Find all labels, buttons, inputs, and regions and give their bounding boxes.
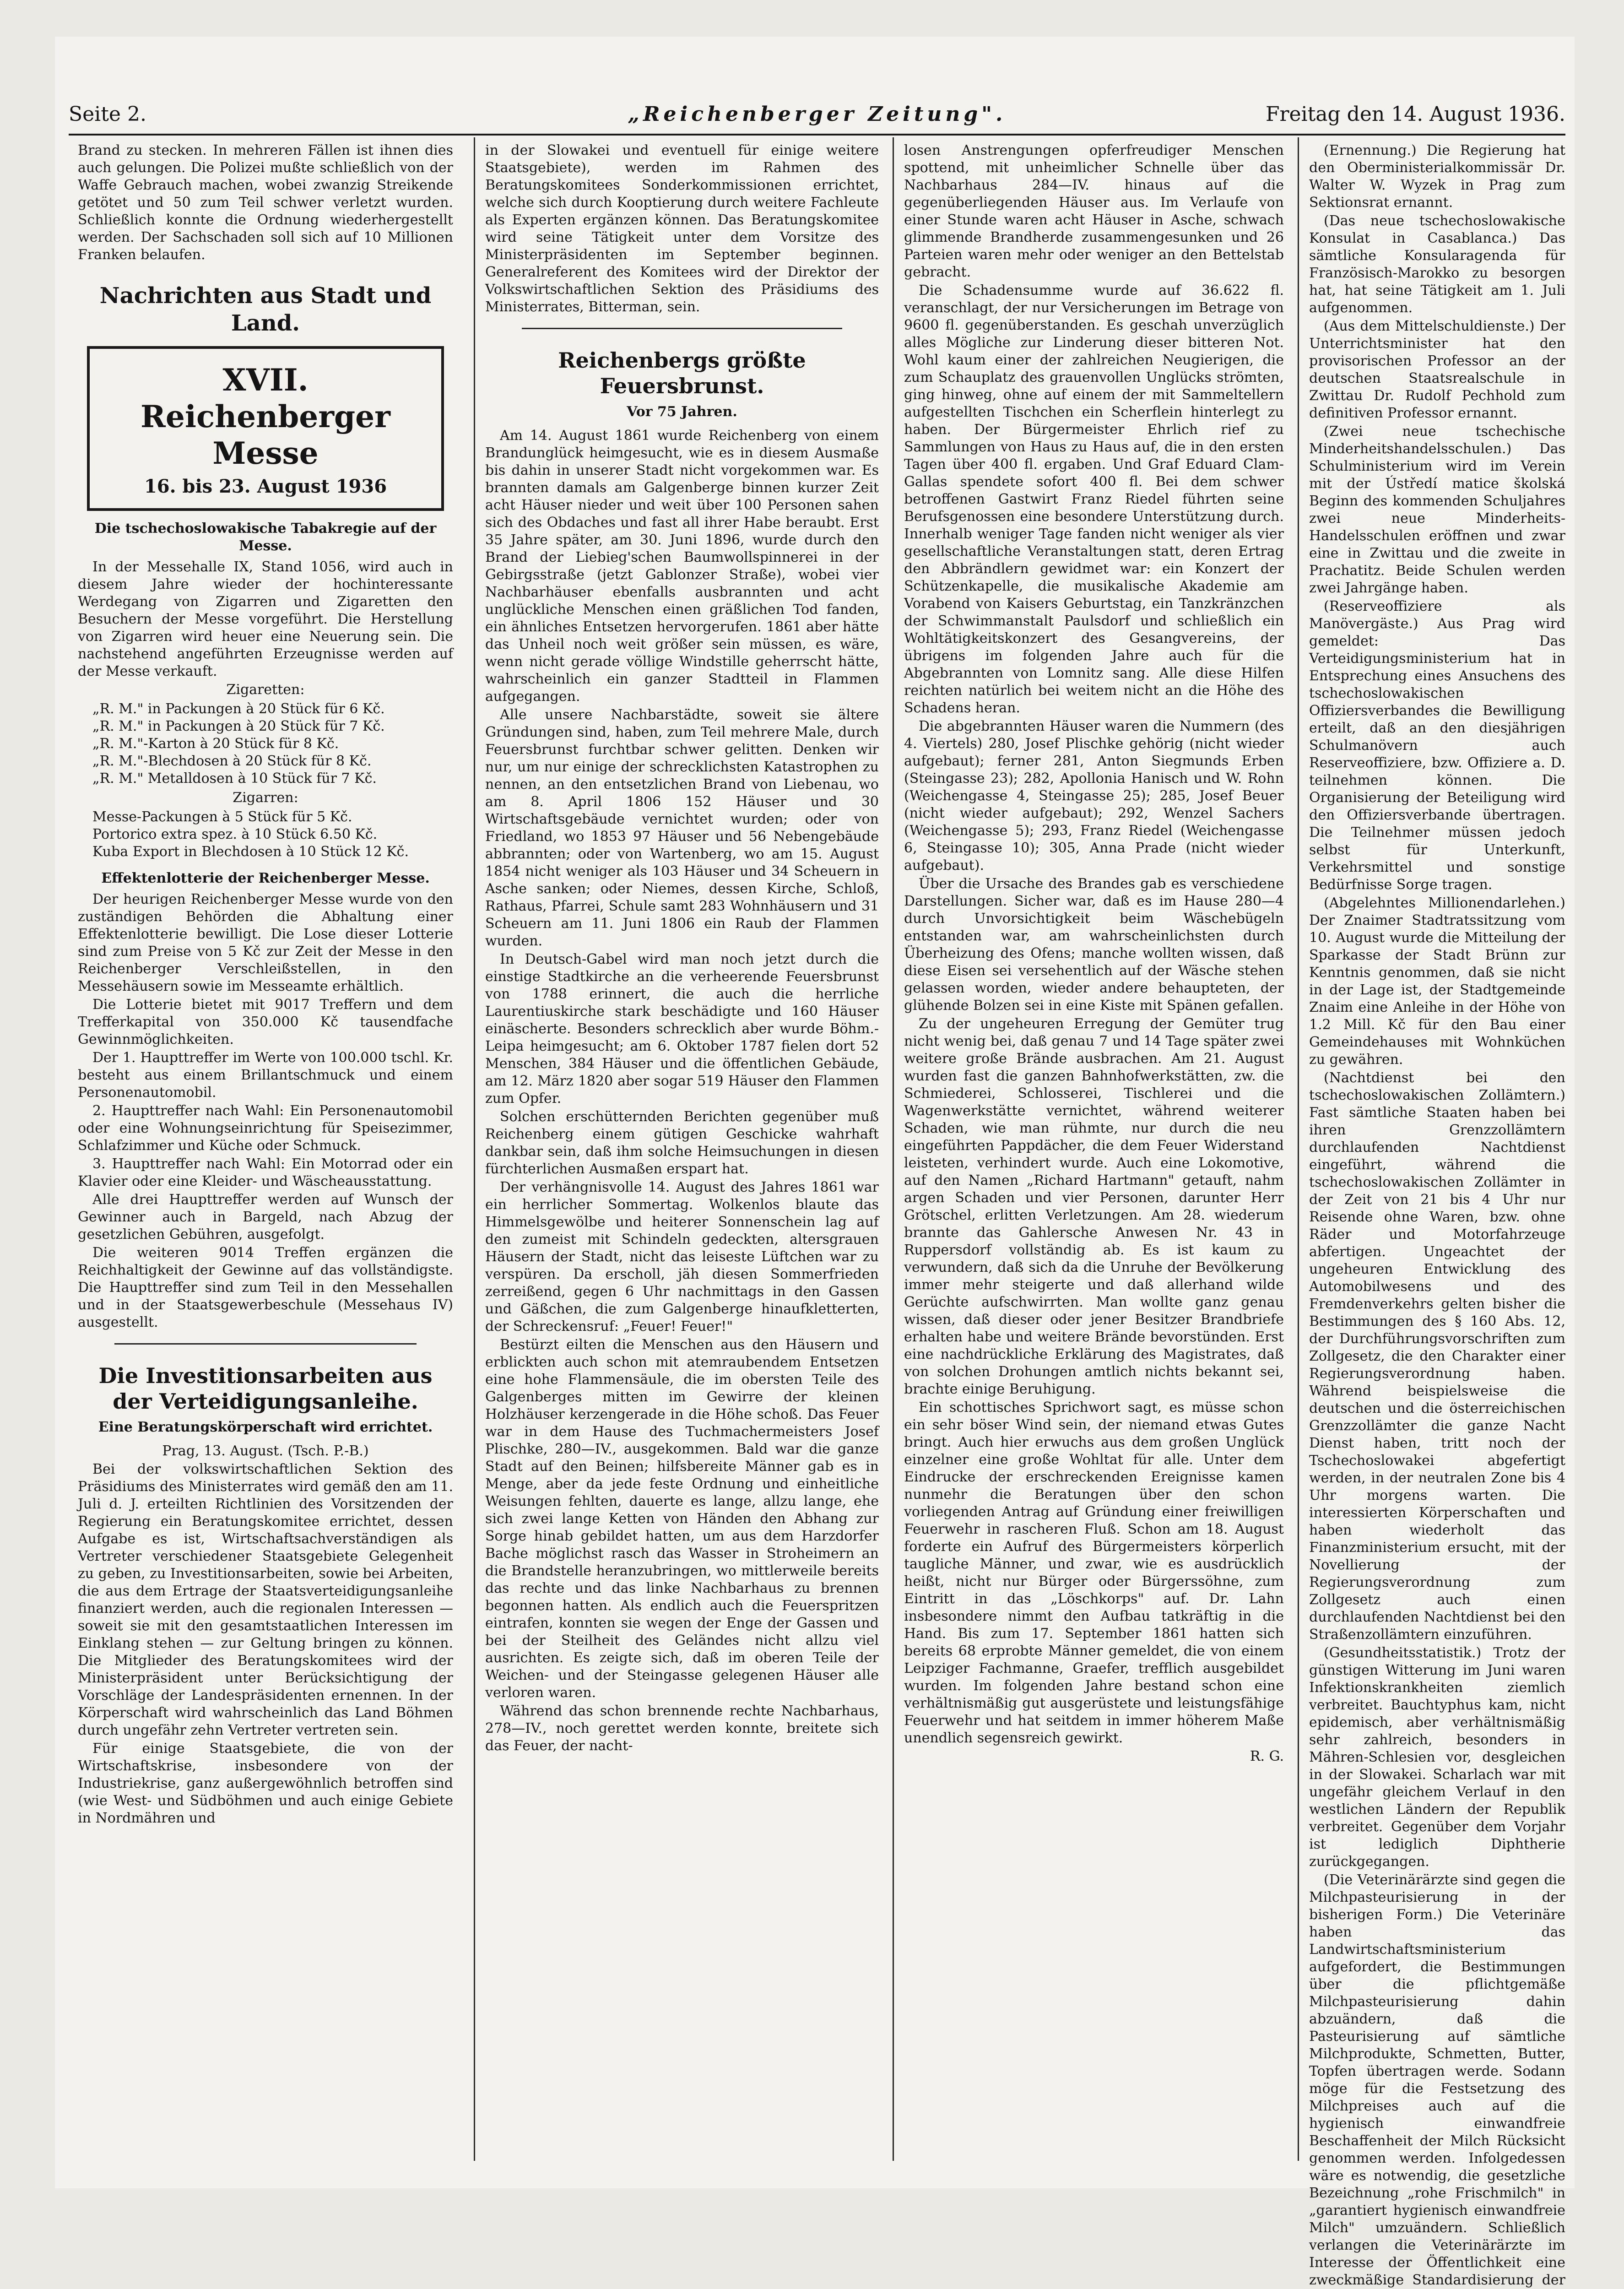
- news-item: (Nachtdienst bei den tschechoslowakischen Zollämtern.) Fast sämtliche Staaten haben bei ihren Grenzzollämtern durchlaufenden Nachtdienst eingeführt, während die tschechoslowakischen Zollämter in der Zeit von 21 bis 4 Uhr nur Reisende ohne Waren, bzw. ohne Räder und Motorfahrzeuge abfertigen. Ungeachtet der ungeheuren Entwicklung des Automobilwesens und des Fremdenverkehrs gelten bisher die Bestimmungen des § 160 Abs. 12, der Durchführungsvorschriften zum Zollgesetz, die den Charakter einer Regierungsverordnung haben. Während beispielsweise die deutschen und die österreichischen Grenzzollämter die ganze Nacht Dienst haben, tritt noch der Tschechoslowakei abgefertigt werden, in der neutralen Zone bis 4 Uhr morgens warten. Die interessierten Körperschaften und haben wiederholt das Finanzministerium ersucht, mit der Novellierung der Regierungsverordnung zum Zollgesetz auch einen durchlaufenden Nachtdienst bei den Straßenzollämtern einzuführen.: [1309, 1070, 1565, 1643]
- column-1: [78, 142, 453, 2156]
- news-item: (Das neue tschechoslowakische Konsulat in Casablanca.) Das sämtliche Konsularagenda für Französisch-Marokko zu besorgen hat, hat seine Tätigkeit am 1. Juli aufgenommen.: [1309, 213, 1565, 316]
- article-paragraph: Ein schottisches Sprichwort sagt, es müsse schon ein sehr böser Wind sein, der niemand etwas Gutes bringt. Auch hier erwuchs aus dem großen Unglück einzelner eine große Wohltat für alle. Unter dem Eindrucke der erschreckenden Ereignisse kamen nunmehr die Beratungen über den schon vorliegenden Antrag auf Gründung einer freiwilligen Feuerwehr in rascheren Fluß. Schon am 18. August forderte ein Aufruf des Bürgermeisters körperlich taugliche Männer, und zwar, wie es ausdrücklich heißt, nicht nur Bürger oder Bürgerssöhne, zum Eintritt in das „Löschkorps" auf. Dr. Lahn insbesondere nimmt den Aufbau tatkräftig in die Hand. Bis zum 17. September 1861 hatten sich bereits 68 erprobte Männer gemeldet, die von einem Leipziger Fachmanne, Graefer, trefflich ausgebildet wurden. Im folgenden Jahre bestand schon eine verhältnismäßig gut ausgerüstete und leistungsfähige Feuerwehr und hat seitdem in immer höherem Maße unendlich segensreich gewirkt.: [904, 1399, 1284, 1746]
- messe-banner: [87, 346, 444, 511]
- banner-dates: 16. bis 23. August 1936: [144, 476, 387, 497]
- article-paragraph: losen Anstrengungen opferfreudiger Menschen spottend, mit unheimlicher Schnelle über das Nachbarhaus 284—IV. hinaus auf die gegenüberliegenden Häuser aus. Im Verlaufe von einer Stunde waren acht Häuser in Asche, schwach glimmende Brandherde zusammengesunken und 26 Parteien waren mehr oder weniger an den Bettelstab gebracht.: [904, 142, 1284, 280]
- section-title: Nachrichten aus Stadt und Land.: [99, 283, 432, 336]
- article-rule: [114, 1343, 417, 1345]
- article-paragraph: Solchen erschütternden Berichten gegenüber muß Reichenberg einem gütigen Geschicke wahrhaft dankbar sein, daß ihm solche Heimsuchungen in diesen fürchterlichen Ausmaßen erspart hat.: [485, 1109, 879, 1177]
- article-paragraph: In der Messehalle IX, Stand 1056, wird auch in diesem Jahre wieder der hochinteressante Werdegang von Zigarren und Zigaretten den Besuchern der Messe vorgeführt. Die Herstellung von Zigarren wird heuer eine Neuerung sein. Die nachstehend angeführten Erzeugnisse werden auf der Messe verkauft.: [78, 559, 453, 679]
- article-paragraph: Der verhängnisvolle 14. August des Jahres 1861 war ein herrlicher Sommertag. Wolkenlos blaute das Himmelsgewölbe und heiterer Sonnenschein lag auf den zumeist mit Schindeln gedeckten, altersgrauen Häusern der Stadt, nicht das leiseste Lüftchen war zu verspüren. Da erscholl, jäh diesen Sommerfrieden zerreißend, gegen 6 Uhr nachmittags in den Gassen und Gäßchen, die zum Galgenberge hinaufkletterten, der Schreckensruf: „Feuer! Feuer!": [485, 1179, 879, 1334]
- news-item: (Ernennung.) Die Regierung hat den Oberministerialkommissär Dr. Walter W. Wyzek in Prag zum Sektionsrat ernannt.: [1309, 142, 1565, 211]
- list-item: Kuba Export in Blechdosen à 10 Stück 12 Kč.: [92, 844, 409, 860]
- list-item: „R. M." in Packungen à 20 Stück für 7 Kč.: [92, 718, 385, 734]
- article-paragraph: Alle drei Haupttreffer werden auf Wunsch der Gewinner auch in Bargeld, nach Abzug der gesetzlichen Gebühren, ausgefolgt.: [78, 1192, 453, 1242]
- column-4: [1309, 142, 1565, 2288]
- page-header: [69, 98, 1565, 130]
- list-item: „R. M." in Packungen à 20 Stück für 6 Kč.: [92, 701, 385, 717]
- cigarette-list: [78, 700, 453, 787]
- news-item: (Abgelehntes Millionendarlehen.) Der Znaimer Stadtratssitzung vom 10. August wurde die Mitteilung der Sparkasse der Stadt Brünn zur Kenntnis genommen, daß sie nicht in der Lage ist, der Stadtgemeinde Znaim eine Anleihe in der Höhe von 1.2 Mill. Kč für den Bau einer Gemeindehauses mit Wohnküchen zu gewähren.: [1309, 895, 1565, 1068]
- article-paragraph: Über die Ursache des Brandes gab es verschiedene Darstellungen. Sicher war, daß es im Hause 280—4 durch Unvorsichtigkeit beim Wäschebügeln entstanden war, am wahrscheinlichsten durch Überheizung des Ofens; manche wollten wissen, daß diese Eisen sei versehentlich auf der Wäsche stehen gelassen worden, wieder andere behaupteten, der glühende Bolzen sei in eine Kiste mit Spänen gefallen.: [904, 876, 1284, 1014]
- list-item: Portorico extra spez. à 10 Stück 6.50 Kč.: [92, 826, 378, 842]
- news-item: (Zwei neue tschechische Minderheitshandelsschulen.) Das Schulministerium wird im Verein mit der Ústředí matice školská Beginn des kommenden Schuljahres zwei neue Minderheits-Handelsschulen eröffnen und zwar eine in Zwittau und die zweite in Prachatitz. Beide Schulen werden zwei Jahrgänge haben.: [1309, 423, 1565, 596]
- article-subheadline: Vor 75 Jahren.: [627, 404, 737, 420]
- article-headline: Die Investitionsarbeiten aus der Verteidigungsanleihe.: [98, 1363, 433, 1414]
- article-paragraph: Die Lotterie bietet mit 9017 Treffern und dem Trefferkapital von 350.000 Kč tausendfache Gewinnmöglichkeiten.: [78, 997, 453, 1047]
- article-headline: Die tschechoslowakische Tabakregie auf der Messe.: [94, 521, 437, 554]
- banner-title: XVII. Reichenberger Messe: [141, 362, 390, 471]
- cigar-list: [78, 808, 453, 861]
- column-2: [485, 142, 879, 2156]
- newspaper-title: „Reichenberger Zeitung".: [628, 103, 1007, 126]
- article-paragraph: In Deutsch-Gabel wird man noch jetzt durch die einstige Stadtkirche an die verheerende Feuersbrunst von 1788 erinnert, die auch die herrliche Laurentiuskirche stark beschädigte und 160 Häuser einäscherte. Besonders schrecklich aber wurde Böhm.-Leipa heimgesucht; am 6. Oktober 1787 fielen dort 52 Menschen, 384 Häuser und die öffentlichen Gebäude, am 12. März 1820 aber sogar 519 Häuser den Flammen zum Opfer.: [485, 951, 879, 1107]
- news-item: (Gesundheitsstatistik.) Trotz der günstigen Witterung im Juni waren Infektionskrankheiten ziemlich verbreitet. Bauchtyphus kam, nicht epidemisch, aber verhältnismäßig sehr zahlreich, besonders in Mähren-Schlesien vor, desgleichen in der Slowakei. Scharlach war mit ungefähr gleichem Verlauf in den westlichen Ländern der Republik verbreitet. Gegenüber dem Vorjahr ist lediglich Diphtherie zurückgegangen.: [1309, 1645, 1565, 1870]
- author-signature: R. G.: [1250, 1748, 1284, 1764]
- article-paragraph: Der heurigen Reichenberger Messe wurde von den zuständigen Behörden die Abhaltung einer Effektenlotterie bewilligt. Die Lose dieser Lotterie sind zum Preise von 5 Kč zur Zeit der Messe in den Reichenberger Verschleißstellen, in den Messehäusern sowie im Messeamte erhältlich.: [78, 891, 453, 994]
- list-heading: Zigaretten:: [226, 682, 305, 698]
- news-item: (Reserveoffiziere als Manövergäste.) Aus Prag wird gemeldet: Das Verteidigungsministerium hat in Entsprechung eines Ansuchens des tschechoslowakischen Offiziersverbandes die Bewilligung erteilt, daß an den diesjährigen Schulmanövern auch Reserveoffiziere, bzw. Offiziere a. D. teilnehmen können. Die Organisierung der Beteiligung wird den Offiziersverbande übertragen. Die Teilnehmer müssen jedoch selbst für Unterkunft, Verkehrsmittel und sonstige Bedürfnisse Sorge tragen.: [1309, 598, 1565, 893]
- list-heading: Zigarren:: [233, 790, 298, 806]
- article-paragraph: Am 14. August 1861 wurde Reichenberg von einem Brandunglück heimgesucht, wie es in diesem Ausmaße bis dahin in unserer Stadt nicht vorgekommen war. Es brannten damals am Galgenberge binnen kurzer Zeit acht Häuser nieder und weit über 100 Personen sahen sich des Obdaches und fast all ihrer Habe beraubt. Erst 35 Jahre später, am 30. Juni 1896, wurde durch den Brand der Liebieg'schen Baumwollspinnerei in der Gebirgsstraße (jetzt Gablonzer Straße), wobei vier Nachbarhäuser ebenfalls ausbrannten und acht unglückliche Menschen einen gräßlichen Tod fanden, ein ähnliches Entsetzen hervorgerufen. 1861 aber hätte das Unheil noch weit größer sein müssen, es wäre, wenn nicht gerade völlige Windstille geherrscht hätte, wahrscheinlich ein ganzer Stadtteil in Flammen aufgegangen.: [485, 428, 879, 705]
- list-item: Messe-Packungen à 5 Stück für 5 Kč.: [92, 809, 352, 825]
- header-rule: [69, 134, 1565, 136]
- column-divider: [893, 137, 894, 2161]
- article-paragraph: Alle unsere Nachbarstädte, soweit sie ältere Gründungen sind, haben, zum Teil mehrere Male, durch Feuersbrunst furchtbar schwer gelitten. Denken wir nur, um nur einige der schrecklichsten Katastrophen zu nennen, an den entsetzlichen Brand von Liebenau, wo am 8. April 1806 152 Häuser und 30 Wirtschaftsgebäude vernichtet wurden; oder von Friedland, wo 1853 97 Häuser und 56 Nebengebäude abbrannten; oder von Wartenberg, wo am 15. August 1854 nicht weniger als 103 Häuser und 34 Scheuern in Asche sanken; oder Niemes, dessen Kirche, Schloß, Rathaus, Pfarrei, Schule samt 283 Wohnhäusern und 31 Scheuern am 11. Juni 1806 ein Raub der Flammen wurden.: [485, 707, 879, 949]
- column-3: [904, 142, 1284, 2156]
- article-paragraph: Die weiteren 9014 Treffen ergänzen die Reichhaltigkeit der Gewinne auf das vollständigste. Die Haupttreffer sind zum Teil in den Messehallen und in der Staatsgewerbeschule (Messehaus IV) ausgestellt.: [78, 1245, 453, 1330]
- list-item: „R. M."-Karton à 20 Stück für 8 Kč.: [92, 736, 339, 752]
- article-paragraph: 3. Haupttreffer nach Wahl: Ein Motorrad oder ein Klavier oder eine Kleider- und Wäscheausstattung.: [78, 1156, 453, 1189]
- news-item: (Die Veterinärärzte sind gegen die Milchpasteurisierung in der bisherigen Form.) Die Veterinäre haben das Landwirtschaftsministerium aufgefordert, die Bestimmungen über die pflichtgemäße Milchpasteurisierung dahin abzuändern, daß die Pasteurisierung auf sämtliche Milchprodukte, Schmetten, Butter, Topfen übertragen werde. Sodann möge für die Festsetzung des Milchpreises auch auf die hygienisch einwandfreie Beschaffenheit der Milch Rücksicht genommen werden. Infolgedessen wäre es notwendig, die gesetzliche Bezeichnung „rohe Frischmilch" in „garantiert hygienisch einwandfreie Milch" umzuändern. Schließlich verlangen die Veterinärärzte im Interesse der Öffentlichkeit eine zweckmäßige Standardisierung der: [1309, 1872, 1565, 2288]
- article-rule: [522, 328, 842, 329]
- news-item: (Aus dem Mittelschuldienste.) Der Unterrichtsminister hat den provisorischen Professor an der deutschen Staatsrealschule in Zwittau Dr. Rudolf Pechhold zum definitiven Professor ernannt.: [1309, 318, 1565, 421]
- article-paragraph: Während das schon brennende rechte Nachbarhaus, 278—IV., noch gerettet werden konnte, breitete sich das Feuer, der nacht-: [485, 1703, 879, 1754]
- article-paragraph: Bei der volkswirtschaftlichen Sektion des Präsidiums des Ministerrates wird gemäß den am 11. Juli d. J. erteilten Richtlinien des Vorsitzenden der Regierung ein Beratungskomitee errichtet, dessen Aufgabe es ist, Wirtschaftsachverständigen als Vertreter verschiedener Staatsgebiete Gelegenheit zu geben, zu Investitionsarbeiten, sowie bei Arbeiten, die aus dem Ertrage der Staatsverteidigungsanleihe finanziert werden, auch die regionalen Interessen — soweit sie mit den gesamtstaatlichen Interessen im Einklang stehen — zur Geltung bringen zu können. Die Mitglieder des Beratungskomitees wird der Ministerpräsident unter Berücksichtigung der Vorschläge der Landespräsidenten ernennen. In der Körperschaft wird wahrscheinlich das Land Böhmen durch ungefähr zehn Vertreter vertreten sein.: [78, 1461, 453, 1738]
- column-divider: [474, 137, 475, 2161]
- article-subheadline: Eine Beratungskörperschaft wird errichtet.: [98, 1419, 433, 1435]
- article-paragraph: Zu der ungeheuren Erregung der Gemüter trug nicht wenig bei, daß genau 7 und 14 Tage später zwei weitere große Brände ausbrachen. Am 21. August wurden fast die ganzen Bahnhofwerkstätten, zw. die Schmiederei, Schlosserei, Tischlerei und die Wagenwerkstätte vernichtet, während weiterer Schaden, wie man rühmte, nur durch die neu eingeführten Pappdächer, die dem Feuer Widerstand leisteten, verhindert wurde. Auch eine Lokomotive, auf den Namen „Richard Hartmann" getauft, nahm argen Schaden und vier Personen, darunter Herr Grötschel, erlitten Verletzungen. Am 28. wiederum brannte das Gahlersche Anwesen Nr. 43 in Ruppersdorf vollständig ab. Es ist kaum zu verwundern, daß sich da die Unruhe der Bevölkerung immer mehr steigerte und daß allerhand wilde Gerüchte aufschwirrten. Man wollte ganz genau wissen, daß dieser oder jener Besitzer Brandbriefe erhalten habe und weitere Brände bevorstünden. Erst eine nachdrückliche Erklärung des Magistrates, daß von solchen Drohungen amtlich nichts bekannt sei, brachte einige Beruhigung.: [904, 1016, 1284, 1397]
- article-headline: Reichenbergs größte Feuersbrunst.: [558, 348, 806, 398]
- page-number: Seite 2.: [69, 103, 146, 126]
- article-paragraph: Die Schadensumme wurde auf 36.622 fl. veranschlagt, der nur Versicherungen im Betrage von 9600 fl. gegenüberstanden. Es geschah unverzüglich alles Mögliche zur Linderung dieser bitteren Not. Wohl kaum einer der zahlreichen Neugierigen, die zum Schauplatz des grauenvollen Unglücks strömten, ging hinweg, ohne auf einem der mit Sammeltellern aufgestellten Tischchen ein Scherflein hinterlegt zu haben. Der Bürgermeister Ehrlich rief zu Sammlungen von Haus zu Haus auf, die in den ersten Tagen über 400 fl. ergaben. Und Graf Eduard Clam-Gallas spendete sofort 400 fl. Bei dem schwer betroffenen Gastwirt Franz Riedel führten seine Berufsgenossen eine besondere Unterstützung durch. Innerhalb weniger Tage fanden nicht weniger als vier gesellschaftliche Veranstaltungen statt, deren Ertrag den Abbrändlern gewidmet war: ein Konzert der Schützenkapelle, die musikalische Akademie am Vorabend von Kaisers Geburtstag, ein Tanzkränzchen der Schwimmanstalt Paulsdorf und schließlich ein Wohltätigkeitskonzert des Gesangvereins, der übrigens im folgenden Jahre auch für die Abgebrannten von Lomnitz sang. Alle diese Hilfen reichten natürlich bei weitem nicht an die Höhe des Schadens heran.: [904, 282, 1284, 716]
- article-paragraph: in der Slowakei und eventuell für einige weitere Staatsgebiete), werden im Rahmen des Beratungskomitees Sonderkommissionen errichtet, welche sich durch Kooptierung durch weitere Fachleute als Experten ergänzen können. Das Beratungskomitee wird seine Tätigkeit unter dem Vorsitze des Ministerpräsidenten im September beginnen. Generalreferent des Komitees wird der Direktor der Volkswirtschaftlichen Sektion des Präsidiums des Ministerrates, Bitterman, sein.: [485, 142, 879, 315]
- issue-date: Freitag den 14. August 1936.: [1265, 103, 1565, 126]
- article-paragraph: 2. Haupttreffer nach Wahl: Ein Personenautomobil oder eine Wohnungseinrichtung für Speisezimmer, Schlafzimmer und Küche oder Schmuck.: [78, 1103, 453, 1154]
- article-paragraph: Der 1. Haupttreffer im Werte von 100.000 tschl. Kr. besteht aus einem Brillantschmuck und einem Personenautomobil.: [78, 1050, 453, 1101]
- dateline: Prag, 13. August. (Tsch. P.-B.): [162, 1443, 369, 1459]
- article-paragraph: Die abgebrannten Häuser waren die Nummern (des 4. Viertels) 280, Josef Plischke gehörig (nicht wieder aufgebaut); ferner 281, Anton Siegmunds Erben (Steingasse 23); 282, Apollonia Hanisch und W. Rohn (Weichengasse 4, Steingasse 25); 285, Josef Beuer (nicht wieder aufgebaut); 292, Wenzel Sachers (Weichengasse 5); 293, Franz Riedel (Weichengasse 6, Steingasse 10); 305, Anna Prade (nicht wieder aufgebaut).: [904, 718, 1284, 873]
- article-paragraph: Brand zu stecken. In mehreren Fällen ist ihnen dies auch gelungen. Die Polizei mußte schließlich von der Waffe Gebrauch machen, wobei zwanzig Streikende getötet und 50 zum Teil schwer verletzt wurden. Schließlich konnte die Ordnung wiederhergestellt werden. Der Sachschaden soll sich auf 10 Millionen Franken belaufen.: [78, 142, 453, 263]
- column-divider: [1298, 137, 1299, 2161]
- list-item: „R. M."-Blechdosen à 20 Stück für 8 Kč.: [92, 753, 372, 769]
- article-paragraph: Bestürzt eilten die Menschen aus den Häusern und erblickten auch schon mit atemraubendem Entsetzen eine hohe Flammensäule, die im obersten Teile des Galgenberges mitten im Gewirre der kleinen Holzhäuser kerzengerade in die Höhe schoß. Das Feuer war in dem Hause des Tuchmachermeisters Josef Plischke, 280—IV., ausgekommen. Bald war die ganze Stadt auf den Beinen; hilfsbereite Männer gab es in Menge, aber da jede feste Ordnung und einheitliche Weisungen fehlten, dauerte es lange, allzu lange, ehe sich zwei lange Ketten von Händen den Abhang zur Sorge hinab gebildet hatten, um aus dem Harzdorfer Bache möglichst rasch das Wasser in Stroheimern an die Brandstelle heranzubringen, wo mittlerweile bereits das rechte und das linke Nachbarhaus zu brennen begonnen hatten. Als endlich auch die Feuerspritzen eintrafen, konnten sie wegen der Enge der Gassen und bei der Steilheit des Geländes nicht allzu viel ausrichten. Es zeigte sich, daß im oberen Teile der Weichen- und der Steingasse gelegenen Häuser alle verloren waren.: [485, 1337, 879, 1701]
- article-paragraph: Für einige Staatsgebiete, die von der Wirtschaftskrise, insbesondere von der Industriekrise, ganz außergewöhnlich betroffen sind (wie West- und Südböhmen und auch einige Gebiete in Nordmähren und: [78, 1741, 453, 1826]
- article-headline: Effektenlotterie der Reichenberger Messe.: [101, 870, 430, 886]
- list-item: „R. M." Metalldosen à 10 Stück für 7 Kč.: [92, 770, 377, 787]
